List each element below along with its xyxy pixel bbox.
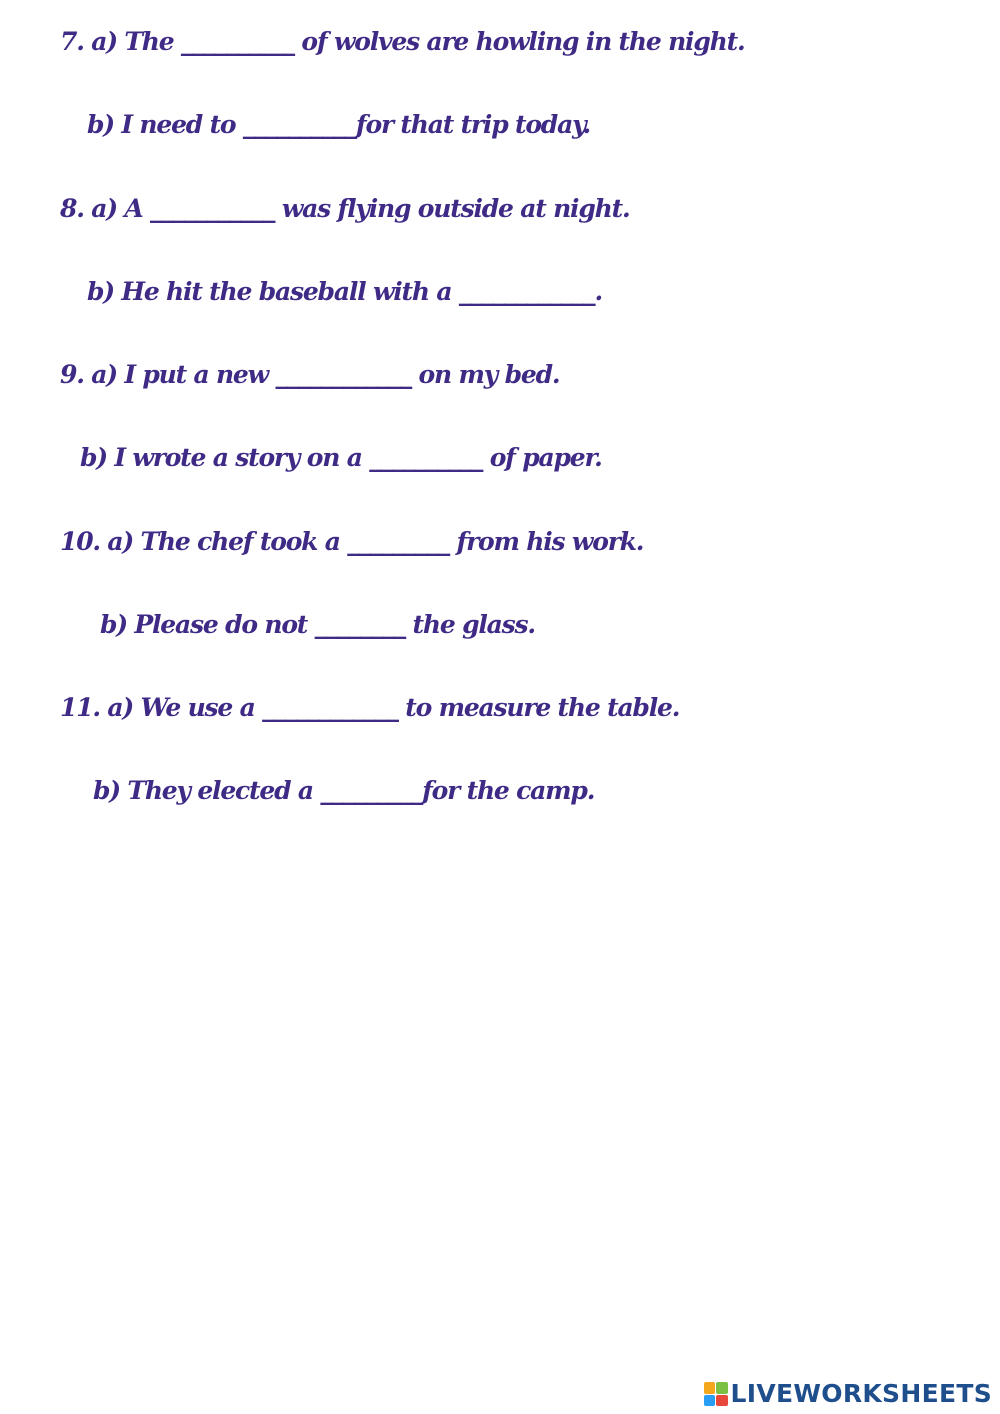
liveworksheets-brand <box>704 1380 992 1408</box>
brand-text: LIVEWORKSHEETS <box>730 1379 992 1408</box>
sentence-8a: 8. a) A ___________ was flying outside at night. <box>60 194 630 223</box>
sentence-10a: 10. a) The chef took a _________ from his work. <box>60 527 644 556</box>
sentence-7b: b) I need to __________for that trip today. <box>87 110 591 139</box>
sentence-10b: b) Please do not ________ the glass. <box>100 610 535 639</box>
sentence-7a: 7. a) The __________ of wolves are howling in the night. <box>60 27 745 56</box>
liveworksheets-logo-icon <box>704 1382 728 1406</box>
sentence-11b: b) They elected a _________for the camp. <box>93 776 595 805</box>
sentence-9b: b) I wrote a story on a __________ of paper. <box>80 443 602 472</box>
sentence-11a: 11. a) We use a ____________ to measure the table. <box>60 693 680 722</box>
sentence-8b: b) He hit the baseball with a ____________. <box>87 277 602 306</box>
sentence-9a: 9. a) I put a new ____________ on my bed. <box>60 360 560 389</box>
